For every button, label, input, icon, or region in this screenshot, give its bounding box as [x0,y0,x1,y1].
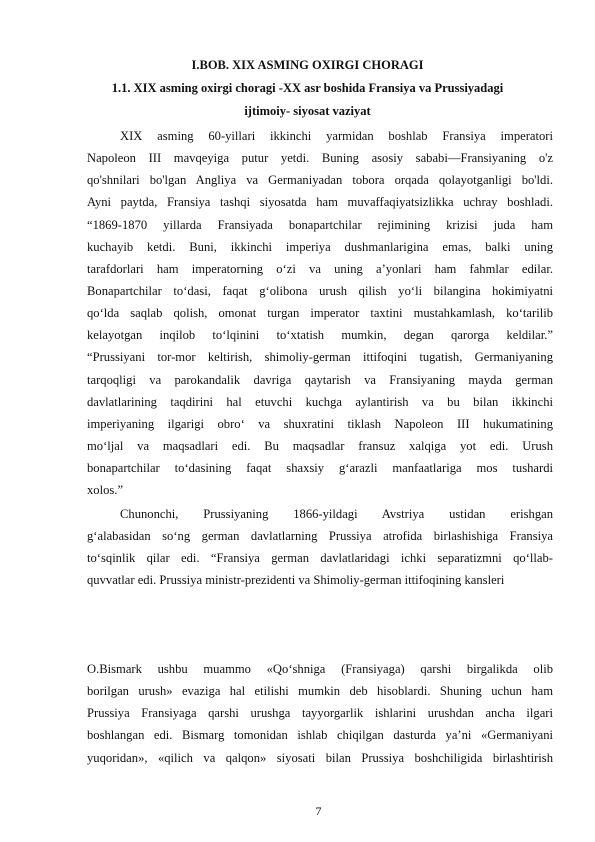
text-line: qo‘lda saqlab qolish, omonat turgan imperator taxtini mustahkamlash, ko‘tarilib [87,306,553,321]
text-line: kuchayib ketdi. Buni, ikkinchi imperiya dushmanlarigina emas, balki uning [87,239,553,254]
text-line: Prussiya Fransiyaga qarshi urushga tayyorgarlik ishlarini urushdan ancha ilgari [87,706,553,721]
text-line: quvvatlar edi. Prussiya ministr-prezidenti va Shimoliy-german ittifoqining kansleri [87,573,505,588]
text-line: boshlangan edi. Bismarg tomonidan ishlab chiqilgan dasturda ya’ni «Germaniyani [87,728,553,743]
text-line: Ayni paytda, Fransiya tashqi siyosatda ham muvaffaqiyatsizlikka uchray boshladi. [87,195,553,210]
text-line: Bonapartchilar to‘dasi, faqat g‘olibona urush qilish yo‘li bilangina hokimiyatni [87,283,553,298]
paragraph-3 [87,658,553,769]
text-line: “1869-1870 yillarda Fransiyada bonapartchilar rejimining krizisi juda ham [87,217,553,232]
section-title-line-2: ijtimoiy- siyosat vaziyat [244,104,371,118]
page-number: 7 [315,804,322,818]
paragraph-2 [87,503,553,592]
text-line: g‘alabasidan so‘ng german davlatlarning Prussiya atrofida birlashishiga Fransiya [87,529,553,544]
text-line: borilgan urush» evaziga hal etilishi mumkin deb hisoblardi. Shuning uchun ham [87,684,553,699]
text-line: kelayotgan inqilob to‘lqinini to‘xtatish mumkin, degan qarorga keldilar.” [87,328,553,343]
text-line: xolos.” [87,483,124,498]
text-line: mo‘ljal va maqsadlari edi. Bu maqsadlar fransuz xalqiga yot edi. Urush [87,438,553,453]
paragraph-1 [87,125,553,501]
text-line: imperiyaning ilgarigi obro‘ va shuxratini tiklash Napoleon III hukumatining [87,416,553,431]
text-line: to‘sqinlik qilar edi. “Fransiya german davlatlaridagi ichki separatizmni qo‘llab- [87,551,553,566]
text-line: qo'shnilari bo'lgan Angliya va Germaniyadan tobora orqada qolayotganligi bo'ldi. [87,173,553,188]
text-line: tarqoqligi va parokandalik davriga qaytarish va Fransiyaning mayda german [87,372,553,387]
text-line: davlatlarining taqdirini hal etuvchi kuchga aylantirish va bu bilan ikkinchi [87,394,553,409]
text-line: “Prussiyani tor-mor keltirish, shimoliy-german ittifoqini tugatish, Germaniyaning [87,350,553,365]
text-line: yuqoridan», «qilich va qalqon» siyosati bilan Prussiya boshchiligida birlashtirish [87,750,553,765]
chapter-title: I.BOB. XIX ASMING OXIRGI CHORAGI [191,58,424,72]
text-line: bonapartchilar to‘dasining faqat shaxsiy g‘arazli manfaatlariga mos tushardi [87,461,553,476]
section-title-line-1: 1.1. XIX asming oxirgi choragi -XX asr boshida Fransiya va Prussiyadagi [111,81,504,95]
text-line: Chunonchi, Prussiyaning 1866-yildagi Avstriya ustidan erishgan [120,507,553,521]
text-line: O.Bismark ushbu muammo «Qo‘shniga (Fransiyaga) qarshi birgalikda olib [87,662,553,676]
text-line: Napoleon III mavqeyiga putur yetdi. Buning asosiy sababi—Fransiyaning o'z [87,151,553,166]
text-line: tarafdorlari ham imperatorning o‘zi va uning a’yonlari ham fahmlar edilar. [87,261,553,276]
text-line: XIX asming 60-yillari ikkinchi yarmidan boshlab Fransiya imperatori [120,129,553,143]
